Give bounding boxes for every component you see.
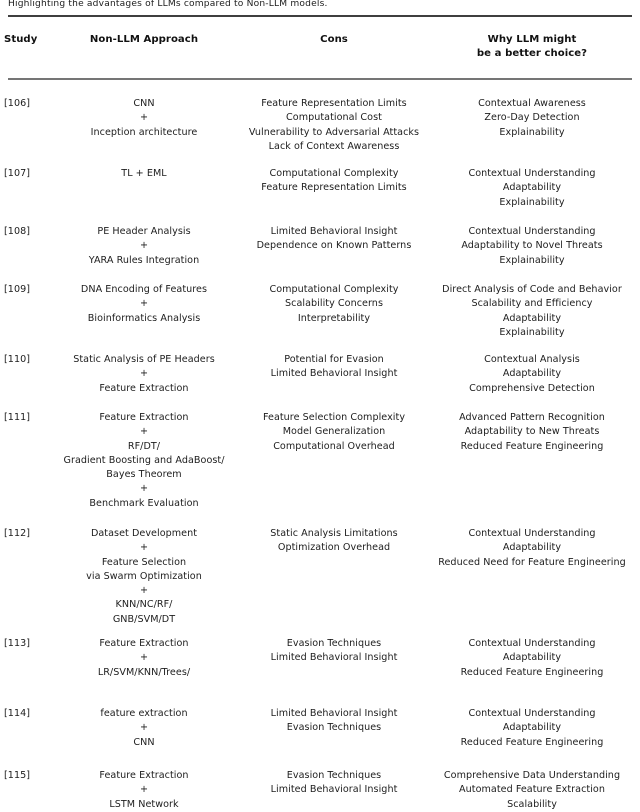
cell-line: Feature Extraction (99, 638, 189, 649)
cell-why-llm (424, 637, 640, 680)
cell-line: Contextual Understanding (468, 708, 596, 719)
cell-line: + (139, 542, 149, 554)
cell-line: Limited Behavioral Insight (270, 784, 398, 796)
cell-line: Vulnerability to Adversarial Attacks (248, 126, 420, 138)
cell-why-llm (424, 353, 640, 396)
cell-line: Dataset Development (90, 528, 198, 539)
cell-line: CNN (133, 736, 155, 748)
cell-line: feature extraction (100, 708, 188, 719)
cell-line: Computational Overhead (273, 440, 395, 452)
cell-cons (228, 353, 440, 382)
cell-approach (54, 527, 234, 627)
cell-line: TL + EML (121, 168, 167, 179)
cell-line: Inception architecture (90, 126, 198, 138)
cell-line: Computational Cost (286, 112, 382, 124)
cell-line: [106] (4, 98, 31, 109)
cell-line: [112] (4, 528, 31, 539)
cell-approach (54, 411, 234, 511)
cell-line: Evasion Techniques (286, 638, 382, 649)
cell-study (4, 769, 60, 783)
cell-line: KNN/NC/RF/ (115, 599, 173, 611)
cell-study (4, 167, 60, 181)
cell-line: Feature Selection Complexity (262, 412, 406, 423)
cell-line: + (139, 722, 149, 734)
cell-line: Contextual Analysis (484, 354, 580, 365)
cell-study (4, 637, 60, 651)
cell-cons (228, 411, 440, 454)
cell-line: via Swarm Optimization (86, 570, 202, 582)
cell-line: Adaptability (502, 368, 562, 380)
cell-approach (54, 283, 234, 326)
cell-line: Computational Complexity (269, 168, 399, 179)
column-header-study: Study (4, 34, 38, 45)
cell-approach (54, 225, 234, 268)
cell-why-llm (424, 769, 640, 812)
cell-line: Feature Selection (101, 556, 187, 568)
cell-line: Adaptability (502, 652, 562, 664)
cell-line: Bayes Theorem (106, 469, 182, 480)
cell-line: Evasion Techniques (286, 770, 382, 781)
cell-line: [115] (4, 770, 31, 781)
cell-cons (228, 527, 440, 556)
cell-line: Evasion Techniques (286, 722, 382, 734)
cell-line: Adaptability (502, 542, 562, 554)
cell-line: + (139, 585, 149, 596)
cell-line: Feature Representation Limits (261, 98, 407, 109)
column-header-why-llm: Why LLM might be a better choice? (476, 34, 588, 59)
cell-line: [114] (4, 708, 31, 719)
cell-line: Feature Extraction (99, 382, 189, 394)
cell-line: Limited Behavioral Insight (270, 368, 398, 380)
cell-line: Reduced Feature Engineering (460, 666, 604, 678)
cell-approach (54, 769, 234, 812)
cell-line: + (139, 652, 149, 664)
cell-line: Adaptability to New Threats (464, 426, 600, 438)
cell-line: Scalability Concerns (284, 298, 383, 310)
cell-line: Benchmark Evaluation (89, 497, 199, 509)
cell-study (4, 527, 60, 541)
cell-line: Zero-Day Detection (484, 112, 580, 124)
cell-line: Adaptability (502, 182, 562, 194)
cell-line: Explainability (499, 196, 565, 208)
cell-line: Explainability (499, 254, 565, 266)
cell-line: [111] (4, 412, 31, 423)
cell-line: Scalability (507, 798, 557, 810)
cell-line: + (139, 784, 149, 796)
cell-approach (54, 353, 234, 396)
cell-cons (228, 225, 440, 254)
table-caption: Highlighting the advantages of LLMs compared to Non-LLM models. (8, 0, 328, 9)
cell-why-llm (424, 411, 640, 454)
cell-approach (54, 97, 234, 140)
cell-line: YARA Rules Integration (88, 254, 200, 266)
cell-line: Limited Behavioral Insight (270, 652, 398, 664)
cell-line: CNN (133, 98, 155, 109)
cell-line: Feature Representation Limits (261, 182, 407, 194)
cell-line: GNB/SVM/DT (112, 613, 176, 625)
cell-line: Dependence on Known Patterns (256, 240, 412, 252)
cell-line: Reduced Need for Feature Engineering (438, 556, 626, 568)
cell-approach (54, 707, 234, 750)
cell-line: Optimization Overhead (277, 542, 391, 554)
cell-line: Direct Analysis of Code and Behavior (442, 284, 622, 295)
cell-line: + (139, 240, 149, 252)
cell-study (4, 225, 60, 239)
cell-line: Contextual Understanding (468, 226, 596, 237)
cell-why-llm (424, 283, 640, 340)
cell-study (4, 353, 60, 367)
cell-line: RF/DT/ (127, 440, 161, 452)
cell-line: [109] (4, 284, 31, 295)
table-rule-top (8, 15, 632, 17)
cell-line: Advanced Pattern Recognition (459, 412, 605, 423)
cell-line: Limited Behavioral Insight (270, 708, 398, 719)
cell-line: Reduced Feature Engineering (460, 736, 604, 748)
cell-line: Contextual Understanding (468, 638, 596, 649)
cell-line: + (139, 368, 149, 380)
cell-line: Model Generalization (282, 426, 386, 438)
cell-cons (228, 97, 440, 154)
cell-line: + (139, 298, 149, 310)
cell-line: Adaptability (502, 312, 562, 324)
cell-line: + (139, 112, 149, 124)
cell-why-llm (424, 167, 640, 210)
cell-line: [113] (4, 638, 31, 649)
cell-line: Contextual Understanding (468, 168, 596, 179)
cell-why-llm (424, 225, 640, 268)
cell-line: [107] (4, 168, 31, 179)
cell-study (4, 707, 60, 721)
cell-line: Potential for Evasion (284, 354, 384, 365)
cell-line: PE Header Analysis (97, 226, 191, 237)
cell-line: Scalability and Efficiency (471, 298, 593, 310)
cell-line: Explainability (499, 126, 565, 138)
cell-line: Comprehensive Data Understanding (443, 770, 621, 781)
cell-line: Comprehensive Detection (469, 382, 595, 394)
cell-line: [108] (4, 226, 31, 237)
table-rule-header (8, 78, 632, 80)
cell-why-llm (424, 707, 640, 750)
cell-line: Limited Behavioral Insight (270, 226, 398, 237)
column-header-cons: Cons (320, 34, 348, 45)
cell-cons (228, 167, 440, 196)
cell-line: Gradient Boosting and AdaBoost/ (63, 454, 225, 466)
cell-line: Automated Feature Extraction (459, 784, 605, 796)
cell-line: + (139, 426, 149, 438)
cell-cons (228, 769, 440, 798)
cell-study (4, 411, 60, 425)
cell-line: + (139, 483, 149, 495)
cell-cons (228, 637, 440, 666)
cell-line: Contextual Awareness (478, 98, 586, 109)
cell-study (4, 97, 60, 111)
cell-line: Feature Extraction (99, 412, 189, 423)
cell-line: LR/SVM/KNN/Trees/ (97, 666, 191, 678)
cell-line: DNA Encoding of Features (80, 284, 208, 295)
cell-cons (228, 707, 440, 736)
cell-line: Interpretability (297, 312, 371, 324)
cell-line: Static Analysis of PE Headers (73, 354, 215, 365)
cell-why-llm (424, 97, 640, 140)
cell-line: Feature Extraction (99, 770, 189, 781)
cell-line: Explainability (499, 326, 565, 338)
cell-cons (228, 283, 440, 326)
cell-line: Static Analysis Limitations (270, 528, 398, 539)
column-header-approach: Non-LLM Approach (89, 34, 199, 45)
cell-study (4, 283, 60, 297)
cell-line: Adaptability to Novel Threats (461, 240, 603, 252)
cell-why-llm (424, 527, 640, 570)
cell-line: [110] (4, 354, 31, 365)
cell-line: Contextual Understanding (468, 528, 596, 539)
cell-line: LSTM Network (109, 798, 179, 810)
cell-line: Computational Complexity (269, 284, 399, 295)
cell-line: Lack of Context Awareness (268, 140, 400, 152)
cell-line: Adaptability (502, 722, 562, 734)
cell-line: Reduced Feature Engineering (460, 440, 604, 452)
cell-approach (54, 167, 234, 181)
cell-line: Bioinformatics Analysis (87, 312, 201, 324)
cell-approach (54, 637, 234, 680)
